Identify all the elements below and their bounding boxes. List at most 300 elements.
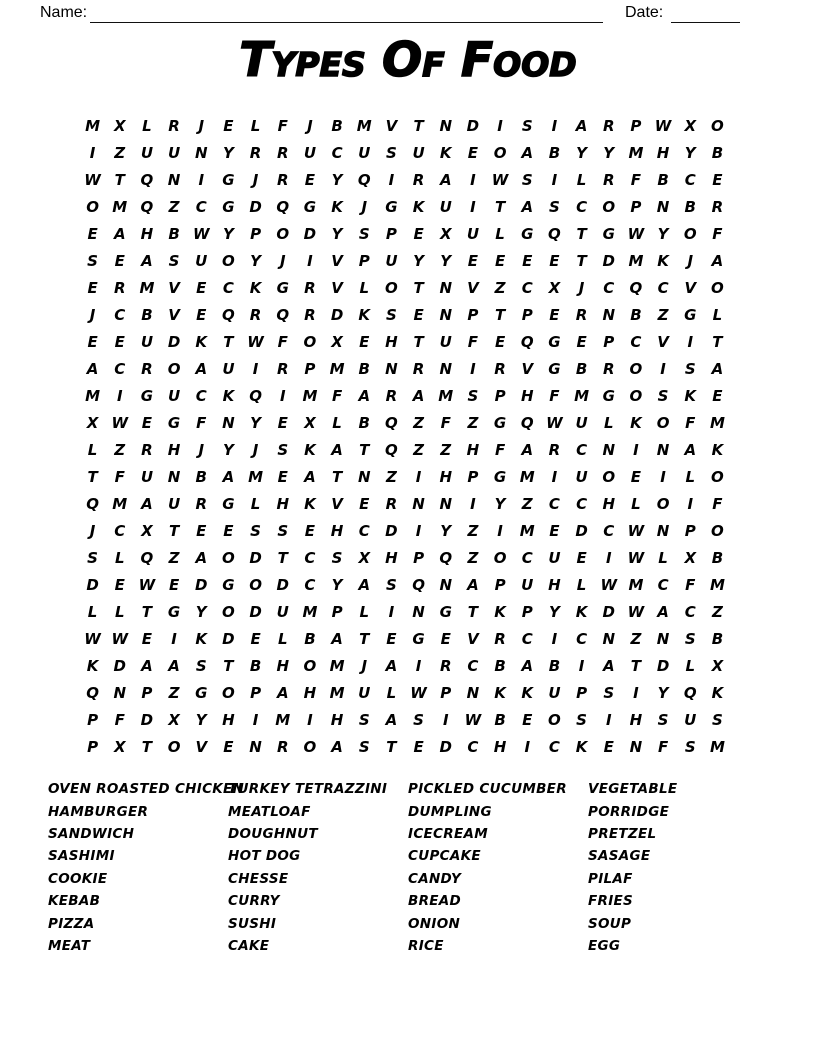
grid-cell: X xyxy=(304,413,316,432)
grid-cell: N xyxy=(167,468,181,487)
grid-cell: C xyxy=(603,522,615,541)
grid-cell: I xyxy=(198,170,205,189)
grid-cell: E xyxy=(467,143,479,162)
word-list-item: SASHIMI xyxy=(48,848,115,865)
grid-cell: Q xyxy=(683,684,697,703)
grid-cell: C xyxy=(576,197,588,216)
grid-cell: A xyxy=(331,630,343,649)
grid-cell: K xyxy=(575,738,588,757)
grid-cell: A xyxy=(521,197,534,216)
grid-cell: H xyxy=(303,684,317,703)
grid-cell: M xyxy=(628,143,644,162)
grid-cell: F xyxy=(114,468,125,487)
grid-cell: I xyxy=(470,197,476,216)
grid-cell: H xyxy=(167,441,181,459)
grid-cell: W xyxy=(627,224,645,243)
grid-cell: I xyxy=(388,603,395,622)
grid-cell: V xyxy=(331,495,343,514)
grid-cell: I xyxy=(252,711,259,730)
grid-cell: K xyxy=(711,441,724,459)
grid-cell: Y xyxy=(657,224,669,243)
grid-cell: R xyxy=(602,170,615,189)
grid-cell: E xyxy=(467,251,479,270)
grid-cell: O xyxy=(629,359,643,378)
grid-cell: M xyxy=(574,386,590,405)
grid-cell: A xyxy=(385,711,398,730)
grid-cell: Y xyxy=(250,251,261,270)
grid-cell: A xyxy=(711,359,724,378)
grid-cell: R xyxy=(168,116,180,135)
grid-cell: W xyxy=(491,170,509,189)
grid-cell: C xyxy=(467,738,479,757)
name-blank-line xyxy=(90,0,603,23)
grid-cell: P xyxy=(603,332,615,351)
grid-cell: A xyxy=(467,576,479,595)
grid-cell: H xyxy=(276,657,290,676)
grid-cell: Z xyxy=(114,441,126,459)
word-list-column xyxy=(48,778,245,957)
grid-cell: D xyxy=(575,522,588,541)
grid-cell: I xyxy=(551,630,558,649)
grid-cell: A xyxy=(113,224,126,243)
grid-cell: P xyxy=(304,359,316,378)
grid-cell: B xyxy=(711,549,724,568)
grid-cell: G xyxy=(684,305,697,324)
grid-cell: S xyxy=(603,684,615,703)
grid-cell: D xyxy=(249,549,262,568)
grid-cell: A xyxy=(86,359,99,378)
grid-cell: P xyxy=(358,251,370,270)
grid-cell: D xyxy=(113,657,126,676)
grid-cell: S xyxy=(277,522,289,541)
grid-cell: L xyxy=(631,495,641,514)
word-list-item: VEGETABLE xyxy=(588,781,678,798)
grid-cell: R xyxy=(494,630,506,649)
grid-cell: Z xyxy=(521,495,533,514)
grid-cell: E xyxy=(250,630,261,649)
grid-cell: G xyxy=(493,413,507,432)
grid-cell: G xyxy=(602,386,615,405)
grid-cell: O xyxy=(385,278,398,297)
grid-cell: S xyxy=(386,576,397,595)
word-list-item: ICECREAM xyxy=(408,825,488,842)
grid-cell: N xyxy=(466,684,480,703)
grid-cell: R xyxy=(113,278,126,297)
grid-cell: A xyxy=(222,468,235,487)
grid-cell: G xyxy=(602,224,615,243)
grid-cell: H xyxy=(385,332,398,351)
grid-cell: A xyxy=(141,495,153,514)
grid-cell: P xyxy=(250,224,262,243)
word-list-item: RICE xyxy=(408,937,444,954)
grid-cell: E xyxy=(494,251,506,270)
grid-cell: W xyxy=(192,224,210,243)
grid-cell: S xyxy=(358,711,370,730)
grid-cell: I xyxy=(415,657,422,676)
grid-cell: B xyxy=(141,305,153,324)
grid-cell: F xyxy=(685,413,696,432)
grid-cell: L xyxy=(87,603,98,622)
grid-cell: R xyxy=(711,197,724,216)
grid-cell: A xyxy=(358,576,371,595)
grid-cell: J xyxy=(578,278,585,297)
grid-cell: N xyxy=(656,630,670,649)
grid-cell: G xyxy=(167,413,181,432)
grid-cell: I xyxy=(551,468,558,487)
grid-cell: X xyxy=(331,332,343,351)
grid-cell: H xyxy=(656,143,670,162)
grid-cell: D xyxy=(656,657,670,676)
grid-cell: C xyxy=(195,386,207,405)
grid-cell: J xyxy=(89,305,96,324)
grid-cell: P xyxy=(87,711,99,730)
grid-cell: X xyxy=(439,224,452,243)
grid-cell: T xyxy=(630,657,642,676)
grid-cell: A xyxy=(711,251,724,270)
grid-cell: J xyxy=(361,197,368,216)
grid-cell: B xyxy=(249,657,262,676)
grid-cell: N xyxy=(412,495,425,514)
grid-cell: M xyxy=(628,251,644,270)
word-list-item: KEBAB xyxy=(48,893,101,910)
grid-cell: I xyxy=(470,359,476,378)
word-list-item: SOUP xyxy=(588,915,632,932)
grid-cell: M xyxy=(248,468,264,487)
grid-cell: W xyxy=(84,630,101,649)
grid-cell: O xyxy=(222,549,235,568)
grid-cell: Q xyxy=(86,684,99,703)
grid-cell: T xyxy=(494,305,506,324)
grid-cell: T xyxy=(359,630,370,649)
grid-cell: H xyxy=(330,522,344,541)
grid-cell: B xyxy=(494,711,506,730)
grid-cell: F xyxy=(277,116,288,135)
grid-cell: B xyxy=(195,468,207,487)
grid-cell: Y xyxy=(331,576,343,595)
grid-cell: I xyxy=(89,143,96,162)
name-label: Name: xyxy=(40,4,88,21)
grid-cell: Z xyxy=(413,441,425,459)
grid-cell: G xyxy=(548,359,561,378)
grid-cell: B xyxy=(358,413,370,432)
grid-cell: W xyxy=(84,170,101,189)
grid-cell: M xyxy=(329,657,345,676)
grid-cell: L xyxy=(332,413,342,432)
grid-cell: U xyxy=(575,468,588,487)
grid-cell: L xyxy=(250,116,261,135)
grid-cell: L xyxy=(87,441,98,459)
grid-cell: S xyxy=(386,143,397,162)
date-label: Date: xyxy=(625,4,664,21)
grid-cell: H xyxy=(385,549,398,568)
grid-cell: B xyxy=(711,143,724,162)
grid-cell: S xyxy=(684,359,696,378)
grid-cell: N xyxy=(385,359,398,378)
grid-cell: Q xyxy=(249,386,262,405)
grid-cell: S xyxy=(576,711,587,730)
grid-cell: V xyxy=(467,278,479,297)
grid-cell: K xyxy=(521,684,534,703)
grid-cell: E xyxy=(413,738,424,757)
grid-cell: J xyxy=(279,251,286,270)
grid-cell: X xyxy=(358,549,371,568)
grid-cell: D xyxy=(222,630,235,649)
grid-cell: S xyxy=(277,441,289,459)
grid-cell: M xyxy=(275,711,291,730)
grid-cell: V xyxy=(657,332,669,351)
grid-cell: Y xyxy=(222,224,234,243)
grid-cell: T xyxy=(712,332,723,351)
grid-cell: I xyxy=(307,251,313,270)
grid-cell: D xyxy=(602,251,615,270)
grid-cell: E xyxy=(413,305,424,324)
grid-cell: F xyxy=(712,495,723,514)
grid-cell: W xyxy=(464,711,482,730)
grid-cell: V xyxy=(168,305,180,324)
grid-cell: R xyxy=(548,441,561,459)
grid-cell: W xyxy=(546,413,563,432)
grid-cell: N xyxy=(439,116,453,135)
grid-cell: X xyxy=(86,413,99,432)
grid-cell: T xyxy=(359,441,370,459)
grid-cell: E xyxy=(114,332,125,351)
grid-cell: L xyxy=(495,224,505,243)
grid-cell: L xyxy=(658,549,668,568)
grid-cell: F xyxy=(630,170,642,189)
grid-cell: A xyxy=(657,603,669,622)
grid-cell: K xyxy=(222,386,235,405)
grid-cell: S xyxy=(521,116,533,135)
word-list-item: HOT DOG xyxy=(228,848,301,865)
grid-cell: F xyxy=(494,441,506,459)
grid-cell: E xyxy=(576,549,587,568)
grid-cell: K xyxy=(630,413,642,432)
grid-cell: V xyxy=(331,278,343,297)
grid-cell: O xyxy=(249,576,262,595)
grid-cell: N xyxy=(602,305,616,324)
grid-cell: C xyxy=(657,576,669,595)
grid-cell: K xyxy=(439,143,452,162)
grid-cell: T xyxy=(576,251,587,270)
grid-cell: A xyxy=(276,684,289,703)
grid-cell: E xyxy=(630,468,642,487)
grid-cell: E xyxy=(549,305,560,324)
grid-cell: K xyxy=(412,197,425,216)
grid-cell: I xyxy=(116,386,123,405)
grid-cell: W xyxy=(627,522,645,541)
grid-cell: L xyxy=(685,468,696,487)
word-list-item: SANDWICH xyxy=(48,825,135,842)
grid-cell: Y xyxy=(657,684,669,703)
grid-cell: U xyxy=(140,332,153,351)
grid-cell: M xyxy=(709,738,725,757)
grid-cell: P xyxy=(521,603,533,622)
grid-cell: R xyxy=(304,305,316,324)
grid-cell: X xyxy=(684,549,697,568)
grid-cell: Q xyxy=(548,224,561,243)
word-list-item: CUPCAKE xyxy=(408,848,481,865)
grid-cell: Q xyxy=(520,332,534,351)
grid-cell: L xyxy=(142,116,152,135)
grid-cell: B xyxy=(304,630,316,649)
grid-cell: O xyxy=(711,116,724,135)
grid-cell: A xyxy=(304,468,316,487)
grid-cell: O xyxy=(276,224,290,243)
grid-cell: E xyxy=(549,522,560,541)
grid-cell: J xyxy=(198,441,205,459)
grid-cell: E xyxy=(87,278,98,297)
grid-cell: R xyxy=(276,143,289,162)
word-list-item: COOKIE xyxy=(48,870,108,887)
grid-cell: Y xyxy=(603,143,615,162)
grid-cell: R xyxy=(602,359,615,378)
grid-cell: O xyxy=(602,468,616,487)
grid-cell: A xyxy=(195,359,208,378)
grid-cell: X xyxy=(113,116,126,135)
grid-cell: U xyxy=(439,332,452,351)
grid-cell: I xyxy=(687,495,694,514)
grid-cell: D xyxy=(330,305,344,324)
grid-cell: A xyxy=(521,143,534,162)
grid-cell: N xyxy=(629,738,643,757)
grid-cell: R xyxy=(412,170,425,189)
word-list-item: OVEN ROASTED CHICKEN xyxy=(48,781,245,798)
grid-cell: N xyxy=(113,684,127,703)
word-list-item: PICKLED CUCUMBER xyxy=(408,781,567,798)
grid-cell: R xyxy=(276,738,289,757)
word-list xyxy=(48,778,768,957)
grid-cell: P xyxy=(630,116,642,135)
word-list-item: DOUGHNUT xyxy=(228,825,318,842)
grid-cell: I xyxy=(660,359,666,378)
word-list-item: DUMPLING xyxy=(408,803,492,820)
grid-cell: Q xyxy=(385,413,398,432)
grid-cell: T xyxy=(114,170,125,189)
grid-cell: S xyxy=(87,549,98,568)
grid-cell: O xyxy=(711,522,724,541)
grid-cell: O xyxy=(303,657,317,676)
grid-cell: Q xyxy=(140,549,154,568)
grid-cell: Y xyxy=(494,495,506,514)
grid-cell: R xyxy=(249,305,262,324)
page-title: Types Of Food xyxy=(239,33,577,88)
grid-cell: G xyxy=(276,278,289,297)
grid-cell: A xyxy=(195,549,208,568)
grid-cell: U xyxy=(439,197,452,216)
grid-cell: T xyxy=(223,332,234,351)
grid-cell: A xyxy=(331,441,343,459)
grid-cell: S xyxy=(331,549,343,568)
grid-cell: A xyxy=(331,738,343,757)
grid-cell: I xyxy=(633,684,639,703)
grid-cell: P xyxy=(87,738,99,757)
grid-cell: I xyxy=(633,441,639,459)
grid-cell: U xyxy=(548,684,561,703)
grid-cell: F xyxy=(685,576,696,595)
grid-cell: Z xyxy=(168,549,180,568)
grid-cell: U xyxy=(167,386,181,405)
grid-cell: C xyxy=(358,522,370,541)
grid-cell: V xyxy=(385,116,398,135)
grid-cell: O xyxy=(493,549,507,568)
grid-cell: H xyxy=(222,711,235,730)
grid-cell: S xyxy=(549,197,560,216)
word-list-item: CANDY xyxy=(408,870,462,887)
grid-cell: W xyxy=(600,576,618,595)
grid-cell: W xyxy=(627,549,645,568)
grid-cell: F xyxy=(196,413,207,432)
grid-cell: K xyxy=(711,684,724,703)
grid-cell: R xyxy=(141,359,153,378)
grid-cell: I xyxy=(252,359,259,378)
grid-cell: E xyxy=(141,630,153,649)
grid-cell: W xyxy=(111,630,129,649)
grid-cell: A xyxy=(385,657,398,676)
grid-cell: K xyxy=(304,441,316,459)
grid-cell: C xyxy=(657,278,669,297)
grid-cell: P xyxy=(576,684,588,703)
grid-cell: Y xyxy=(250,413,261,432)
grid-cell: Q xyxy=(385,441,398,459)
word-list-item: SUSHI xyxy=(228,915,277,932)
grid-cell: R xyxy=(304,278,316,297)
grid-cell: M xyxy=(356,116,372,135)
grid-cell: Y xyxy=(222,143,234,162)
grid-cell: Z xyxy=(168,684,180,703)
grid-cell: D xyxy=(249,197,262,216)
grid-cell: C xyxy=(304,549,316,568)
grid-cell: X xyxy=(548,278,561,297)
grid-cell: K xyxy=(494,684,506,703)
word-list-item: CHESSE xyxy=(228,870,289,887)
grid-cell: I xyxy=(578,657,585,676)
grid-cell: I xyxy=(497,522,503,541)
grid-cell: E xyxy=(114,251,125,270)
grid-cell: V xyxy=(467,630,479,649)
grid-cell: T xyxy=(413,332,424,351)
word-list-item: CURRY xyxy=(228,893,280,910)
grid-cell: S xyxy=(467,386,479,405)
grid-cell: F xyxy=(277,332,288,351)
grid-cell: K xyxy=(249,278,262,297)
grid-cell: H xyxy=(493,738,507,757)
grid-cell: S xyxy=(657,386,669,405)
grid-cell: U xyxy=(195,251,208,270)
grid-cell: G xyxy=(222,197,235,216)
grid-cell: K xyxy=(358,305,371,324)
grid-cell: O xyxy=(548,711,561,730)
grid-cell: T xyxy=(141,738,153,757)
grid-cell: N xyxy=(222,413,235,432)
grid-cell: O xyxy=(86,197,99,216)
grid-cell: O xyxy=(629,386,643,405)
grid-cell: S xyxy=(521,170,533,189)
word-grid xyxy=(79,112,731,761)
grid-cell: H xyxy=(330,711,344,730)
grid-cell: K xyxy=(195,332,208,351)
grid-cell: C xyxy=(114,522,126,541)
grid-cell: C xyxy=(548,495,560,514)
grid-cell: C xyxy=(467,657,479,676)
grid-cell: J xyxy=(89,522,96,541)
grid-cell: I xyxy=(524,738,531,757)
grid-cell: B xyxy=(494,657,506,676)
grid-cell: L xyxy=(114,549,125,568)
grid-cell: U xyxy=(358,143,371,162)
grid-cell: C xyxy=(630,332,642,351)
grid-cell: O xyxy=(222,684,235,703)
grid-cell: Q xyxy=(412,576,425,595)
